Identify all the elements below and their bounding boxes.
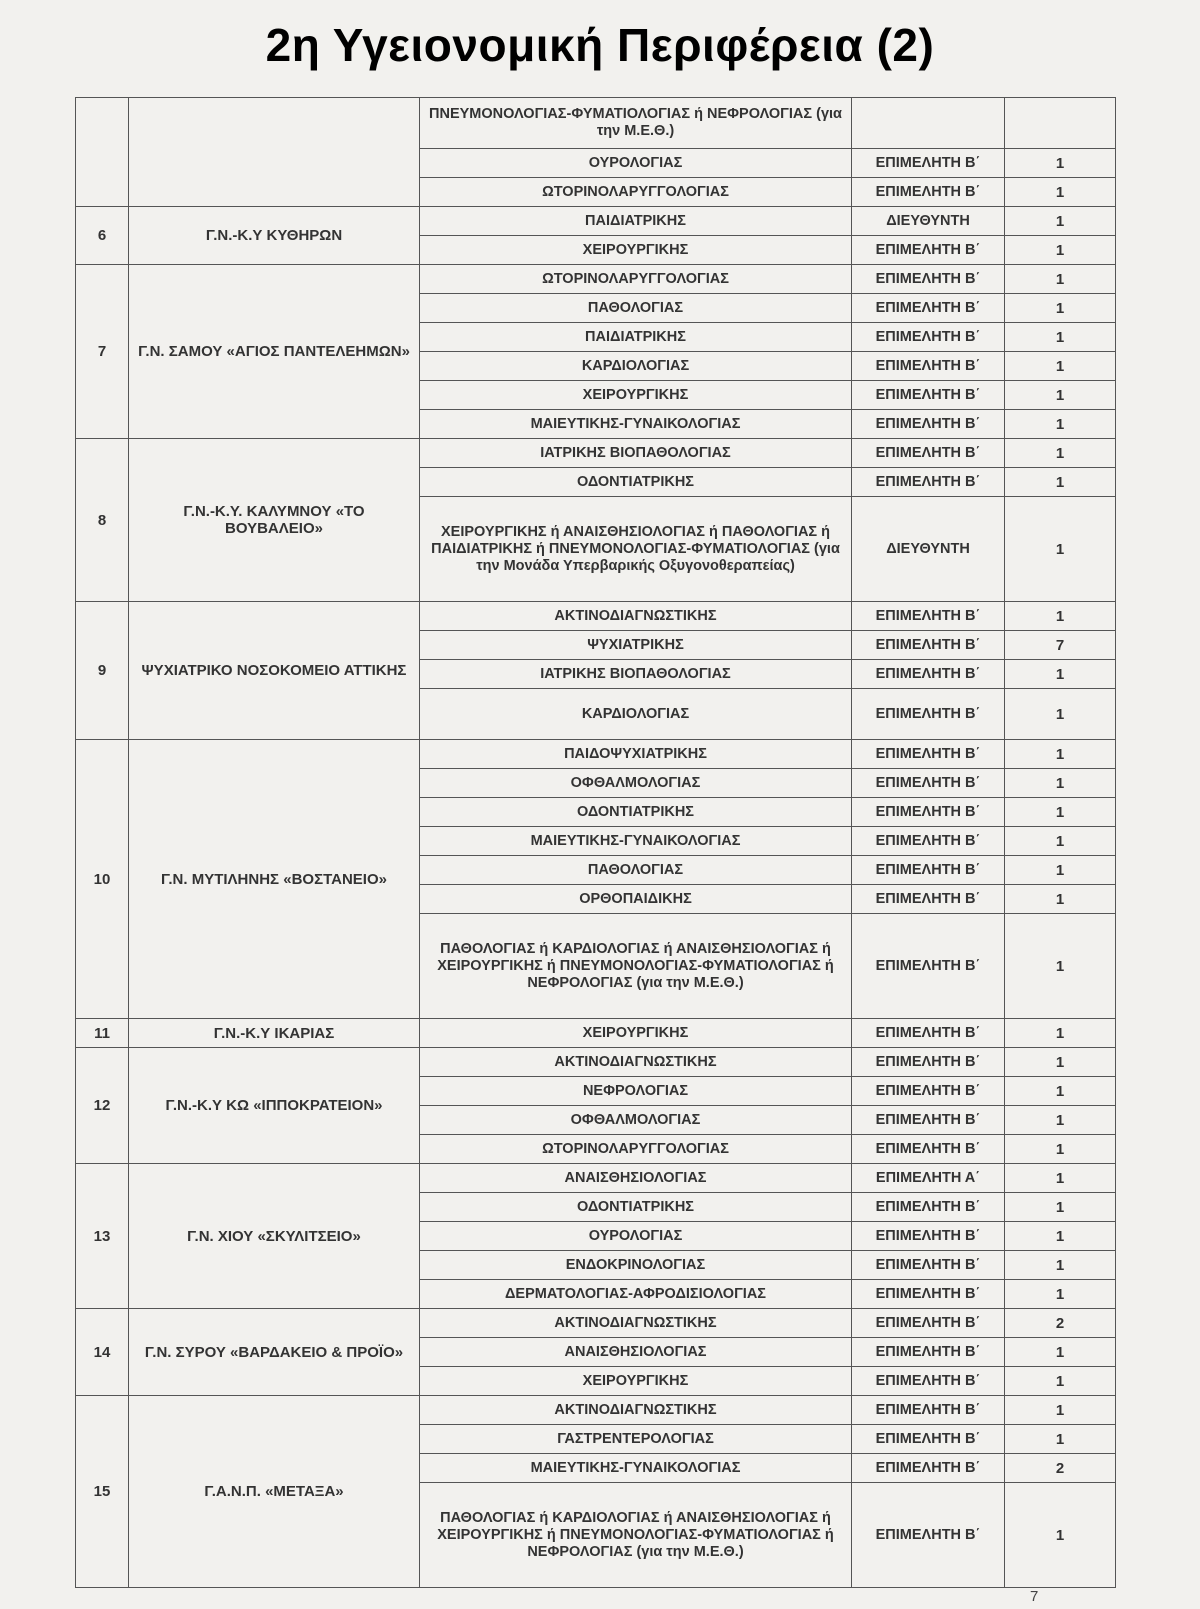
count-cell: 1 — [1005, 1164, 1116, 1193]
position-cell: ΕΠΙΜΕΛΗΤΗ Β΄ — [852, 439, 1005, 468]
table-row — [76, 98, 1116, 149]
count-cell: 1 — [1005, 1077, 1116, 1106]
specialty-cell: ΟΥΡΟΛΟΓΙΑΣ — [420, 149, 852, 178]
specialty-cell: ΩΤΟΡΙΝΟΛΑΡΥΓΓΟΛΟΓΙΑΣ — [420, 1135, 852, 1164]
group-number-cell: 13 — [76, 1164, 129, 1309]
hospital-name-cell: ΨΥΧΙΑΤΡΙΚΟ ΝΟΣΟΚΟΜΕΙΟ ΑΤΤΙΚΗΣ — [129, 602, 420, 740]
count-cell: 1 — [1005, 798, 1116, 827]
group-number-cell — [76, 98, 129, 207]
table-row — [76, 602, 1116, 631]
position-cell: ΕΠΙΜΕΛΗΤΗ Β΄ — [852, 1106, 1005, 1135]
specialty-cell: ΧΕΙΡΟΥΡΓΙΚΗΣ — [420, 1019, 852, 1048]
specialty-cell: ΠΑΙΔΟΨΥΧΙΑΤΡΙΚΗΣ — [420, 740, 852, 769]
hospital-name-cell: Γ.Ν. ΧΙΟΥ «ΣΚΥΛΙΤΣΕΙΟ» — [129, 1164, 420, 1309]
position-cell: ΕΠΙΜΕΛΗΤΗ Β΄ — [852, 1425, 1005, 1454]
specialty-cell: ΧΕΙΡΟΥΡΓΙΚΗΣ — [420, 1367, 852, 1396]
specialty-cell: ΑΝΑΙΣΘΗΣΙΟΛΟΓΙΑΣ — [420, 1338, 852, 1367]
hospital-name-cell — [129, 98, 420, 207]
count-cell: 1 — [1005, 1425, 1116, 1454]
table-row — [76, 439, 1116, 468]
specialty-cell: ΑΚΤΙΝΟΔΙΑΓΝΩΣΤΙΚΗΣ — [420, 602, 852, 631]
position-cell: ΕΠΙΜΕΛΗΤΗ Β΄ — [852, 1251, 1005, 1280]
table-row — [76, 740, 1116, 769]
specialty-cell: ΟΦΘΑΛΜΟΛΟΓΙΑΣ — [420, 1106, 852, 1135]
specialty-cell: ΜΑΙΕΥΤΙΚΗΣ-ΓΥΝΑΙΚΟΛΟΓΙΑΣ — [420, 410, 852, 439]
position-cell: ΕΠΙΜΕΛΗΤΗ Β΄ — [852, 1454, 1005, 1483]
position-cell: ΕΠΙΜΕΛΗΤΗ Β΄ — [852, 1483, 1005, 1588]
specialty-cell: ΙΑΤΡΙΚΗΣ ΒΙΟΠΑΘΟΛΟΓΙΑΣ — [420, 660, 852, 689]
specialty-cell: ΚΑΡΔΙΟΛΟΓΙΑΣ — [420, 352, 852, 381]
position-cell — [852, 98, 1005, 149]
table-row — [76, 1309, 1116, 1338]
position-cell: ΕΠΙΜΕΛΗΤΗ Β΄ — [852, 689, 1005, 740]
specialty-cell: ΠΑΘΟΛΟΓΙΑΣ ή ΚΑΡΔΙΟΛΟΓΙΑΣ ή ΑΝΑΙΣΘΗΣΙΟΛΟΓΙΑΣ ή ΧΕΙΡΟΥΡΓΙΚΗΣ ή ΠΝΕΥΜΟΝΟΛΟΓΙΑΣ-ΦΥΜΑΤΙΟΛΟΓΙΑΣ ή ΝΕΦΡΟΛΟΓΙΑΣ (για την Μ.Ε.Θ.) — [420, 1483, 852, 1588]
specialty-cell: ΠΝΕΥΜΟΝΟΛΟΓΙΑΣ-ΦΥΜΑΤΙΟΛΟΓΙΑΣ ή ΝΕΦΡΟΛΟΓΙΑΣ (για την Μ.Ε.Θ.) — [420, 98, 852, 149]
page-number: 7 — [1030, 1588, 1039, 1605]
position-cell: ΕΠΙΜΕΛΗΤΗ Β΄ — [852, 1367, 1005, 1396]
count-cell: 1 — [1005, 914, 1116, 1019]
position-cell: ΕΠΙΜΕΛΗΤΗ Β΄ — [852, 856, 1005, 885]
count-cell: 1 — [1005, 689, 1116, 740]
group-number-cell: 6 — [76, 207, 129, 265]
count-cell: 2 — [1005, 1454, 1116, 1483]
position-cell: ΕΠΙΜΕΛΗΤΗ Β΄ — [852, 265, 1005, 294]
position-cell: ΔΙΕΥΘΥΝΤΗ — [852, 207, 1005, 236]
position-cell: ΕΠΙΜΕΛΗΤΗ Β΄ — [852, 236, 1005, 265]
table-row — [76, 1396, 1116, 1425]
count-cell: 1 — [1005, 236, 1116, 265]
count-cell: 1 — [1005, 468, 1116, 497]
table-row — [76, 1019, 1116, 1048]
specialty-cell: ΑΚΤΙΝΟΔΙΑΓΝΩΣΤΙΚΗΣ — [420, 1396, 852, 1425]
hospital-name-cell: Γ.Ν.-Κ.Υ ΚΩ «ΙΠΠΟΚΡΑΤΕΙΟΝ» — [129, 1048, 420, 1164]
count-cell: 1 — [1005, 439, 1116, 468]
position-cell: ΕΠΙΜΕΛΗΤΗ Β΄ — [852, 769, 1005, 798]
count-cell: 1 — [1005, 381, 1116, 410]
specialty-cell: ΟΦΘΑΛΜΟΛΟΓΙΑΣ — [420, 769, 852, 798]
count-cell: 1 — [1005, 149, 1116, 178]
count-cell — [1005, 98, 1116, 149]
specialty-cell: ΠΑΘΟΛΟΓΙΑΣ — [420, 856, 852, 885]
count-cell: 1 — [1005, 856, 1116, 885]
count-cell: 2 — [1005, 1309, 1116, 1338]
specialty-cell: ΔΕΡΜΑΤΟΛΟΓΙΑΣ-ΑΦΡΟΔΙΣΙΟΛΟΓΙΑΣ — [420, 1280, 852, 1309]
group-number-cell: 9 — [76, 602, 129, 740]
position-cell: ΕΠΙΜΕΛΗΤΗ Β΄ — [852, 149, 1005, 178]
count-cell: 1 — [1005, 740, 1116, 769]
position-cell: ΕΠΙΜΕΛΗΤΗ Β΄ — [852, 1280, 1005, 1309]
position-cell: ΕΠΙΜΕΛΗΤΗ Β΄ — [852, 827, 1005, 856]
count-cell: 1 — [1005, 1106, 1116, 1135]
specialty-cell: ΟΡΘΟΠΑΙΔΙΚΗΣ — [420, 885, 852, 914]
group-number-cell: 14 — [76, 1309, 129, 1396]
specialty-cell: ΕΝΔΟΚΡΙΝΟΛΟΓΙΑΣ — [420, 1251, 852, 1280]
count-cell: 1 — [1005, 827, 1116, 856]
count-cell: 1 — [1005, 178, 1116, 207]
count-cell: 1 — [1005, 885, 1116, 914]
position-cell: ΕΠΙΜΕΛΗΤΗ Β΄ — [852, 885, 1005, 914]
specialty-cell: ΑΚΤΙΝΟΔΙΑΓΝΩΣΤΙΚΗΣ — [420, 1309, 852, 1338]
count-cell: 1 — [1005, 1483, 1116, 1588]
hospital-name-cell: Γ.Ν. ΣΥΡΟΥ «ΒΑΡΔΑΚΕΙΟ & ΠΡΟΪΟ» — [129, 1309, 420, 1396]
specialty-cell: ΩΤΟΡΙΝΟΛΑΡΥΓΓΟΛΟΓΙΑΣ — [420, 265, 852, 294]
position-cell: ΕΠΙΜΕΛΗΤΗ Β΄ — [852, 740, 1005, 769]
specialty-cell: ΧΕΙΡΟΥΡΓΙΚΗΣ — [420, 236, 852, 265]
count-cell: 1 — [1005, 769, 1116, 798]
count-cell: 1 — [1005, 1135, 1116, 1164]
count-cell: 1 — [1005, 660, 1116, 689]
position-cell: ΕΠΙΜΕΛΗΤΗ Β΄ — [852, 1019, 1005, 1048]
specialty-cell: ΧΕΙΡΟΥΡΓΙΚΗΣ ή ΑΝΑΙΣΘΗΣΙΟΛΟΓΙΑΣ ή ΠΑΘΟΛΟΓΙΑΣ ή ΠΑΙΔΙΑΤΡΙΚΗΣ ή ΠΝΕΥΜΟΝΟΛΟΓΙΑΣ-ΦΥΜΑΤΙΟΛΟΓΙΑΣ (για την Μονάδα Υπερβαρικής Οξυγονοθεραπείας) — [420, 497, 852, 602]
position-cell: ΕΠΙΜΕΛΗΤΗ Β΄ — [852, 323, 1005, 352]
table-row — [76, 1048, 1116, 1077]
group-number-cell: 11 — [76, 1019, 129, 1048]
position-cell: ΕΠΙΜΕΛΗΤΗ Β΄ — [852, 631, 1005, 660]
count-cell: 1 — [1005, 497, 1116, 602]
position-cell: ΕΠΙΜΕΛΗΤΗ Β΄ — [852, 294, 1005, 323]
table-row — [76, 265, 1116, 294]
position-cell: ΕΠΙΜΕΛΗΤΗ Β΄ — [852, 660, 1005, 689]
group-number-cell: 8 — [76, 439, 129, 602]
specialty-cell: ΙΑΤΡΙΚΗΣ ΒΙΟΠΑΘΟΛΟΓΙΑΣ — [420, 439, 852, 468]
position-cell: ΕΠΙΜΕΛΗΤΗ Β΄ — [852, 602, 1005, 631]
count-cell: 1 — [1005, 323, 1116, 352]
group-number-cell: 15 — [76, 1396, 129, 1588]
count-cell: 1 — [1005, 294, 1116, 323]
specialty-cell: ΧΕΙΡΟΥΡΓΙΚΗΣ — [420, 381, 852, 410]
position-cell: ΕΠΙΜΕΛΗΤΗ Α΄ — [852, 1164, 1005, 1193]
count-cell: 1 — [1005, 1222, 1116, 1251]
specialty-cell: ΩΤΟΡΙΝΟΛΑΡΥΓΓΟΛΟΓΙΑΣ — [420, 178, 852, 207]
count-cell: 1 — [1005, 1367, 1116, 1396]
specialty-cell: ΟΔΟΝΤΙΑΤΡΙΚΗΣ — [420, 798, 852, 827]
specialty-cell: ΟΔΟΝΤΙΑΤΡΙΚΗΣ — [420, 468, 852, 497]
count-cell: 1 — [1005, 265, 1116, 294]
specialty-cell: ΨΥΧΙΑΤΡΙΚΗΣ — [420, 631, 852, 660]
specialty-cell: ΑΚΤΙΝΟΔΙΑΓΝΩΣΤΙΚΗΣ — [420, 1048, 852, 1077]
count-cell: 1 — [1005, 1048, 1116, 1077]
count-cell: 1 — [1005, 1280, 1116, 1309]
count-cell: 1 — [1005, 410, 1116, 439]
count-cell: 1 — [1005, 207, 1116, 236]
count-cell: 1 — [1005, 1019, 1116, 1048]
count-cell: 1 — [1005, 352, 1116, 381]
vacancies-table — [75, 97, 1116, 1588]
specialty-cell: ΠΑΙΔΙΑΤΡΙΚΗΣ — [420, 207, 852, 236]
position-cell: ΕΠΙΜΕΛΗΤΗ Β΄ — [852, 1222, 1005, 1251]
group-number-cell: 12 — [76, 1048, 129, 1164]
position-cell: ΕΠΙΜΕΛΗΤΗ Β΄ — [852, 1338, 1005, 1367]
position-cell: ΕΠΙΜΕΛΗΤΗ Β΄ — [852, 352, 1005, 381]
specialty-cell: ΜΑΙΕΥΤΙΚΗΣ-ΓΥΝΑΙΚΟΛΟΓΙΑΣ — [420, 1454, 852, 1483]
specialty-cell: ΝΕΦΡΟΛΟΓΙΑΣ — [420, 1077, 852, 1106]
hospital-name-cell: Γ.Α.Ν.Π. «ΜΕΤΑΞΑ» — [129, 1396, 420, 1588]
position-cell: ΕΠΙΜΕΛΗΤΗ Β΄ — [852, 1193, 1005, 1222]
position-cell: ΕΠΙΜΕΛΗΤΗ Β΄ — [852, 410, 1005, 439]
position-cell: ΕΠΙΜΕΛΗΤΗ Β΄ — [852, 381, 1005, 410]
position-cell: ΕΠΙΜΕΛΗΤΗ Β΄ — [852, 914, 1005, 1019]
hospital-name-cell: Γ.Ν. ΜΥΤΙΛΗΝΗΣ «ΒΟΣΤΑΝΕΙΟ» — [129, 740, 420, 1019]
position-cell: ΕΠΙΜΕΛΗΤΗ Β΄ — [852, 1309, 1005, 1338]
count-cell: 1 — [1005, 1338, 1116, 1367]
table-row — [76, 207, 1116, 236]
count-cell: 1 — [1005, 1251, 1116, 1280]
position-cell: ΕΠΙΜΕΛΗΤΗ Β΄ — [852, 1048, 1005, 1077]
specialty-cell: ΓΑΣΤΡΕΝΤΕΡΟΛΟΓΙΑΣ — [420, 1425, 852, 1454]
position-cell: ΕΠΙΜΕΛΗΤΗ Β΄ — [852, 1396, 1005, 1425]
position-cell: ΕΠΙΜΕΛΗΤΗ Β΄ — [852, 178, 1005, 207]
count-cell: 1 — [1005, 1193, 1116, 1222]
position-cell: ΕΠΙΜΕΛΗΤΗ Β΄ — [852, 1077, 1005, 1106]
position-cell: ΕΠΙΜΕΛΗΤΗ Β΄ — [852, 1135, 1005, 1164]
specialty-cell: ΟΥΡΟΛΟΓΙΑΣ — [420, 1222, 852, 1251]
specialty-cell: ΠΑΙΔΙΑΤΡΙΚΗΣ — [420, 323, 852, 352]
position-cell: ΔΙΕΥΘΥΝΤΗ — [852, 497, 1005, 602]
page-title: 2η Υγειονομική Περιφέρεια (2) — [265, 19, 935, 71]
hospital-name-cell: Γ.Ν.-Κ.Υ. ΚΑΛΥΜΝΟΥ «ΤΟ ΒΟΥΒΑΛΕΙΟ» — [129, 439, 420, 602]
position-cell: ΕΠΙΜΕΛΗΤΗ Β΄ — [852, 798, 1005, 827]
specialty-cell: ΑΝΑΙΣΘΗΣΙΟΛΟΓΙΑΣ — [420, 1164, 852, 1193]
count-cell: 1 — [1005, 602, 1116, 631]
hospital-name-cell: Γ.Ν. ΣΑΜΟΥ «ΑΓΙΟΣ ΠΑΝΤΕΛΕΗΜΩΝ» — [129, 265, 420, 439]
specialty-cell: ΠΑΘΟΛΟΓΙΑΣ — [420, 294, 852, 323]
count-cell: 7 — [1005, 631, 1116, 660]
table-row — [76, 1164, 1116, 1193]
group-number-cell: 7 — [76, 265, 129, 439]
group-number-cell: 10 — [76, 740, 129, 1019]
specialty-cell: ΟΔΟΝΤΙΑΤΡΙΚΗΣ — [420, 1193, 852, 1222]
hospital-name-cell: Γ.Ν.-Κ.Υ ΙΚΑΡΙΑΣ — [129, 1019, 420, 1048]
hospital-name-cell: Γ.Ν.-Κ.Υ ΚΥΘΗΡΩΝ — [129, 207, 420, 265]
specialty-cell: ΜΑΙΕΥΤΙΚΗΣ-ΓΥΝΑΙΚΟΛΟΓΙΑΣ — [420, 827, 852, 856]
position-cell: ΕΠΙΜΕΛΗΤΗ Β΄ — [852, 468, 1005, 497]
specialty-cell: ΚΑΡΔΙΟΛΟΓΙΑΣ — [420, 689, 852, 740]
specialty-cell: ΠΑΘΟΛΟΓΙΑΣ ή ΚΑΡΔΙΟΛΟΓΙΑΣ ή ΑΝΑΙΣΘΗΣΙΟΛΟΓΙΑΣ ή ΧΕΙΡΟΥΡΓΙΚΗΣ ή ΠΝΕΥΜΟΝΟΛΟΓΙΑΣ-ΦΥΜΑΤΙΟΛΟΓΙΑΣ ή ΝΕΦΡΟΛΟΓΙΑΣ (για την Μ.Ε.Θ.) — [420, 914, 852, 1019]
count-cell: 1 — [1005, 1396, 1116, 1425]
